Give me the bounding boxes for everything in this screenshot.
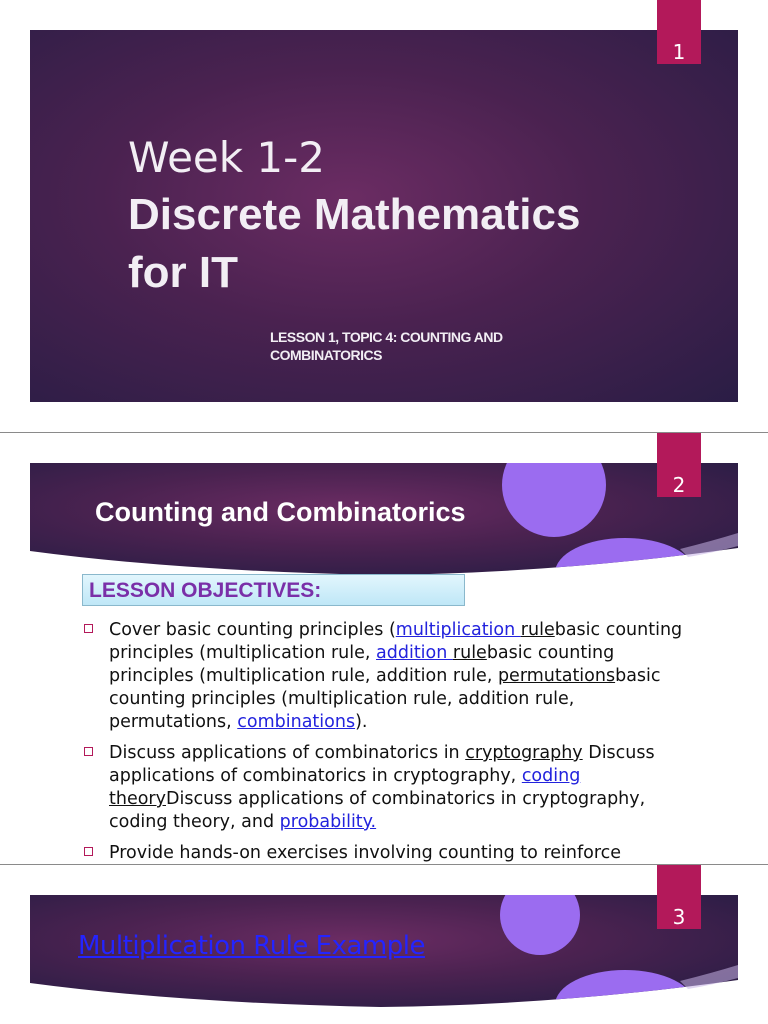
course-title-line-2: for IT [128, 248, 238, 297]
slide-1[interactable] [0, 0, 768, 432]
lesson-subtitle-line-2: COMBINATORICS [270, 347, 382, 363]
lesson-objectives-box [82, 574, 465, 606]
coding-link[interactable]: coding [521, 766, 581, 786]
underlined-text: rule [452, 643, 487, 663]
week-label: Week 1-2 [128, 133, 326, 182]
slide-number: 3 [672, 905, 686, 929]
text-span: Provide hands-on exercises involving counting to reinforce [109, 843, 622, 863]
underlined-text: cryptography [465, 743, 583, 763]
slide-3-title-link[interactable]: Multiplication Rule Example [78, 931, 425, 961]
lesson-subtitle-line-1: LESSON 1, TOPIC 4: COUNTING AND [270, 329, 503, 345]
text-span: Cover basic counting principles ( [109, 620, 396, 640]
slide-number-tab [657, 0, 701, 64]
square-bullet-icon [84, 624, 93, 633]
square-bullet-icon [84, 747, 93, 756]
lesson-objectives-label: LESSON OBJECTIVES: [89, 579, 322, 602]
course-title [128, 186, 688, 302]
text-span: Discuss applications of combinatorics in cryptography, coding theory, and [109, 789, 646, 832]
square-bullet-icon [84, 847, 93, 856]
text-span: ). [355, 712, 368, 732]
slide-number: 1 [672, 40, 686, 64]
list-item [82, 842, 692, 865]
multiplication-link[interactable]: multiplication [395, 620, 521, 640]
objectives-list [82, 619, 692, 873]
combinations-link[interactable]: combinations [237, 712, 356, 732]
text-span: basic counting principles (multiplication rule, [109, 620, 683, 663]
underlined-text: theory [109, 789, 166, 809]
course-title-line-1: Discrete Mathematics [128, 190, 581, 239]
text-span: Discuss applications of combinatorics in cryptography, [109, 743, 655, 786]
slide-number-tab [657, 865, 701, 929]
text-span: Discuss applications of combinatorics in [109, 743, 466, 763]
list-item [82, 742, 692, 834]
probability-link[interactable]: probability. [279, 812, 377, 832]
addition-link[interactable]: addition [376, 643, 453, 663]
underlined-text: permutations [497, 666, 616, 686]
slide-number: 2 [672, 473, 686, 497]
lesson-subtitle [270, 328, 570, 364]
slide-number-tab [657, 433, 701, 497]
slide-title: Counting and Combinatorics [95, 497, 466, 527]
text-span: basic counting principles (multiplication rule, addition rule, [109, 643, 615, 686]
text-span: basic counting principles (multiplication rule, addition rule, permutations, [109, 666, 661, 732]
list-item [82, 619, 692, 734]
underlined-text: rule [520, 620, 555, 640]
